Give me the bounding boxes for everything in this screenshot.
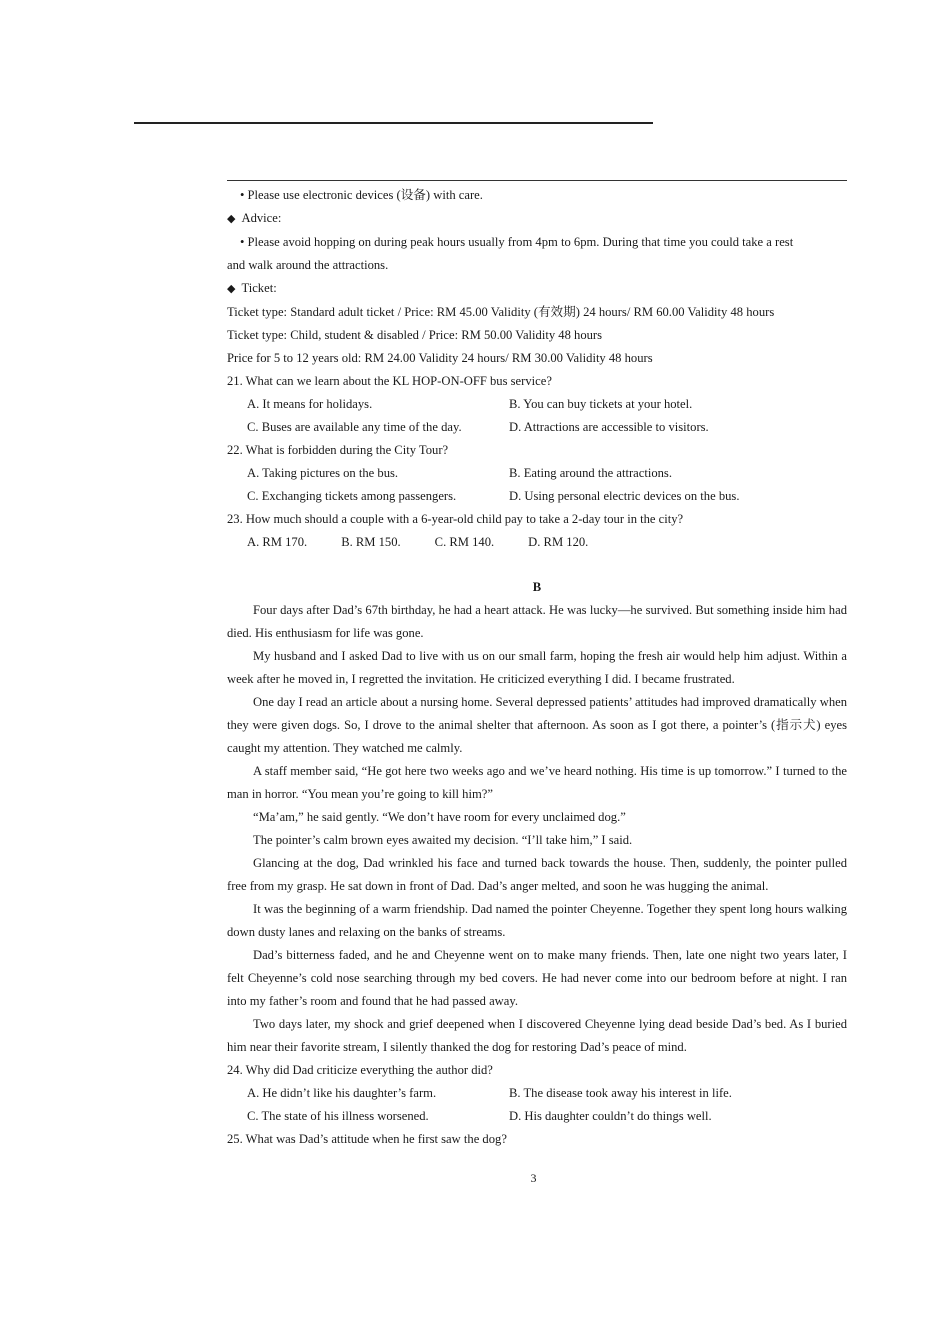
option-d: D. Attractions are accessible to visitors. xyxy=(509,420,709,434)
advice-text-2: and walk around the attractions. xyxy=(227,258,389,272)
passage-paragraph: Dad’s bitterness faded, and he and Cheyenne went on to make many friends. Then, late one night two years later, I felt Cheyenne’s cold nose searching through my bed covers. He had never come into our bedroom before at night. I ran into my father’s room and found that he had passed away. xyxy=(227,948,847,1008)
passage-paragraph: My husband and I asked Dad to live with us on our small farm, hoping the fresh air would help him adjust. Within a week after he moved in, I regretted the invitation. He criticized everything I did. I became frustrated. xyxy=(227,649,847,686)
option-d: D. His daughter couldn’t do things well. xyxy=(509,1109,712,1123)
option-b: B. RM 150. xyxy=(341,535,401,549)
question-22-stem: 22. What is forbidden during the City Tour? xyxy=(227,443,449,457)
passage-paragraph: One day I read an article about a nursing home. Several depressed patients’ attitudes had improved dramatically when they were given dogs. So, I drove to the animal shelter that afternoon. As soon as I got there, a pointer’s (指示犬) eyes caught my attention. They watched me calmly. xyxy=(227,695,847,755)
ticket-line: Ticket type: Child, student & disabled / Price: RM 50.00 Validity 48 hours xyxy=(227,328,603,342)
question-23-stem: 23. How much should a couple with a 6-year-old child pay to take a 2-day tour in the city? xyxy=(227,512,684,526)
ticket-line: Price for 5 to 12 years old: RM 24.00 Validity 24 hours/ RM 30.00 Validity 48 hours xyxy=(227,351,653,365)
passage-paragraph: Two days later, my shock and grief deepened when I discovered Cheyenne lying dead beside Dad’s bed. As I buried him near their favorite stream, I silently thanked the dog for restoring Dad’s peace of mind. xyxy=(227,1017,847,1054)
option-c: C. Buses are available any time of the day. xyxy=(247,420,462,434)
option-a: A. It means for holidays. xyxy=(247,397,373,411)
option-a: A. He didn’t like his daughter’s farm. xyxy=(247,1086,437,1100)
devices-note: • Please use electronic devices (设备) with care. xyxy=(240,188,483,202)
ticket-heading-row xyxy=(227,277,847,301)
option-d: D. RM 120. xyxy=(528,535,589,549)
passage-paragraph: Glancing at the dog, Dad wrinkled his face and turned back towards the house. Then, suddenly, the pointer pulled free from my grasp. He sat down in front of Dad. Dad’s anger melted, and soon he was hugging the animal. xyxy=(227,856,847,893)
question-22-options-row-1 xyxy=(227,462,847,485)
passage-paragraph: A staff member said, “He got here two weeks ago and we’ve heard nothing. His time is up tomorrow.” I turned to the man in horror. “You mean you’re going to kill him?” xyxy=(227,764,847,801)
advice-heading-row xyxy=(227,207,847,231)
diamond-bullet-icon: ◆ xyxy=(227,213,236,225)
advice-heading: Advice: xyxy=(241,211,282,225)
page-number: 3 xyxy=(530,1171,537,1185)
advice-text-1: • Please avoid hopping on during peak hours usually from 4pm to 6pm. During that time you could take a rest xyxy=(240,235,794,249)
option-c: C. Exchanging tickets among passengers. xyxy=(247,489,457,503)
question-21-options-row-2 xyxy=(227,416,847,439)
question-24-stem: 24. Why did Dad criticize everything the author did? xyxy=(227,1063,493,1077)
option-b: B. The disease took away his interest in life. xyxy=(509,1086,732,1100)
passage-paragraph: The pointer’s calm brown eyes awaited my decision. “I’ll take him,” I said. xyxy=(253,833,633,847)
passage-paragraph: Four days after Dad’s 67th birthday, he had a heart attack. He was lucky—he survived. But something inside him had died. His enthusiasm for life was gone. xyxy=(227,603,847,640)
option-c: C. RM 140. xyxy=(434,535,495,549)
option-b: B. Eating around the attractions. xyxy=(509,466,672,480)
question-24-options-row-2 xyxy=(227,1105,847,1128)
question-25-stem: 25. What was Dad’s attitude when he first saw the dog? xyxy=(227,1132,507,1146)
option-a: A. Taking pictures on the bus. xyxy=(247,466,399,480)
question-21-stem: 21. What can we learn about the KL HOP-ON-OFF bus service? xyxy=(227,374,552,388)
top-rule xyxy=(134,122,653,124)
section-b-heading: B xyxy=(532,580,542,594)
option-d: D. Using personal electric devices on the bus. xyxy=(509,489,740,503)
ticket-line: Ticket type: Standard adult ticket / Price: RM 45.00 Validity (有效期) 24 hours/ RM 60.00 Validity 48 hours xyxy=(227,305,775,319)
question-22-options-row-2 xyxy=(227,485,847,508)
option-b: B. You can buy tickets at your hotel. xyxy=(509,397,693,411)
passage-paragraph: “Ma’am,” he said gently. “We don’t have room for every unclaimed dog.” xyxy=(253,810,626,824)
option-c: C. The state of his illness worsened. xyxy=(247,1109,429,1123)
question-21-options-row-1 xyxy=(227,393,847,416)
question-24-options-row-1 xyxy=(227,1082,847,1105)
option-a: A. RM 170. xyxy=(247,535,308,549)
question-23-options xyxy=(227,531,847,554)
passage-paragraph: It was the beginning of a warm friendship. Dad named the pointer Cheyenne. Together they spent long hours walking down dusty lanes and relaxing on the banks of streams. xyxy=(227,902,847,939)
section-rule xyxy=(227,180,847,181)
diamond-bullet-icon: ◆ xyxy=(227,283,236,295)
page-content xyxy=(227,184,847,1151)
ticket-heading: Ticket: xyxy=(241,281,277,295)
